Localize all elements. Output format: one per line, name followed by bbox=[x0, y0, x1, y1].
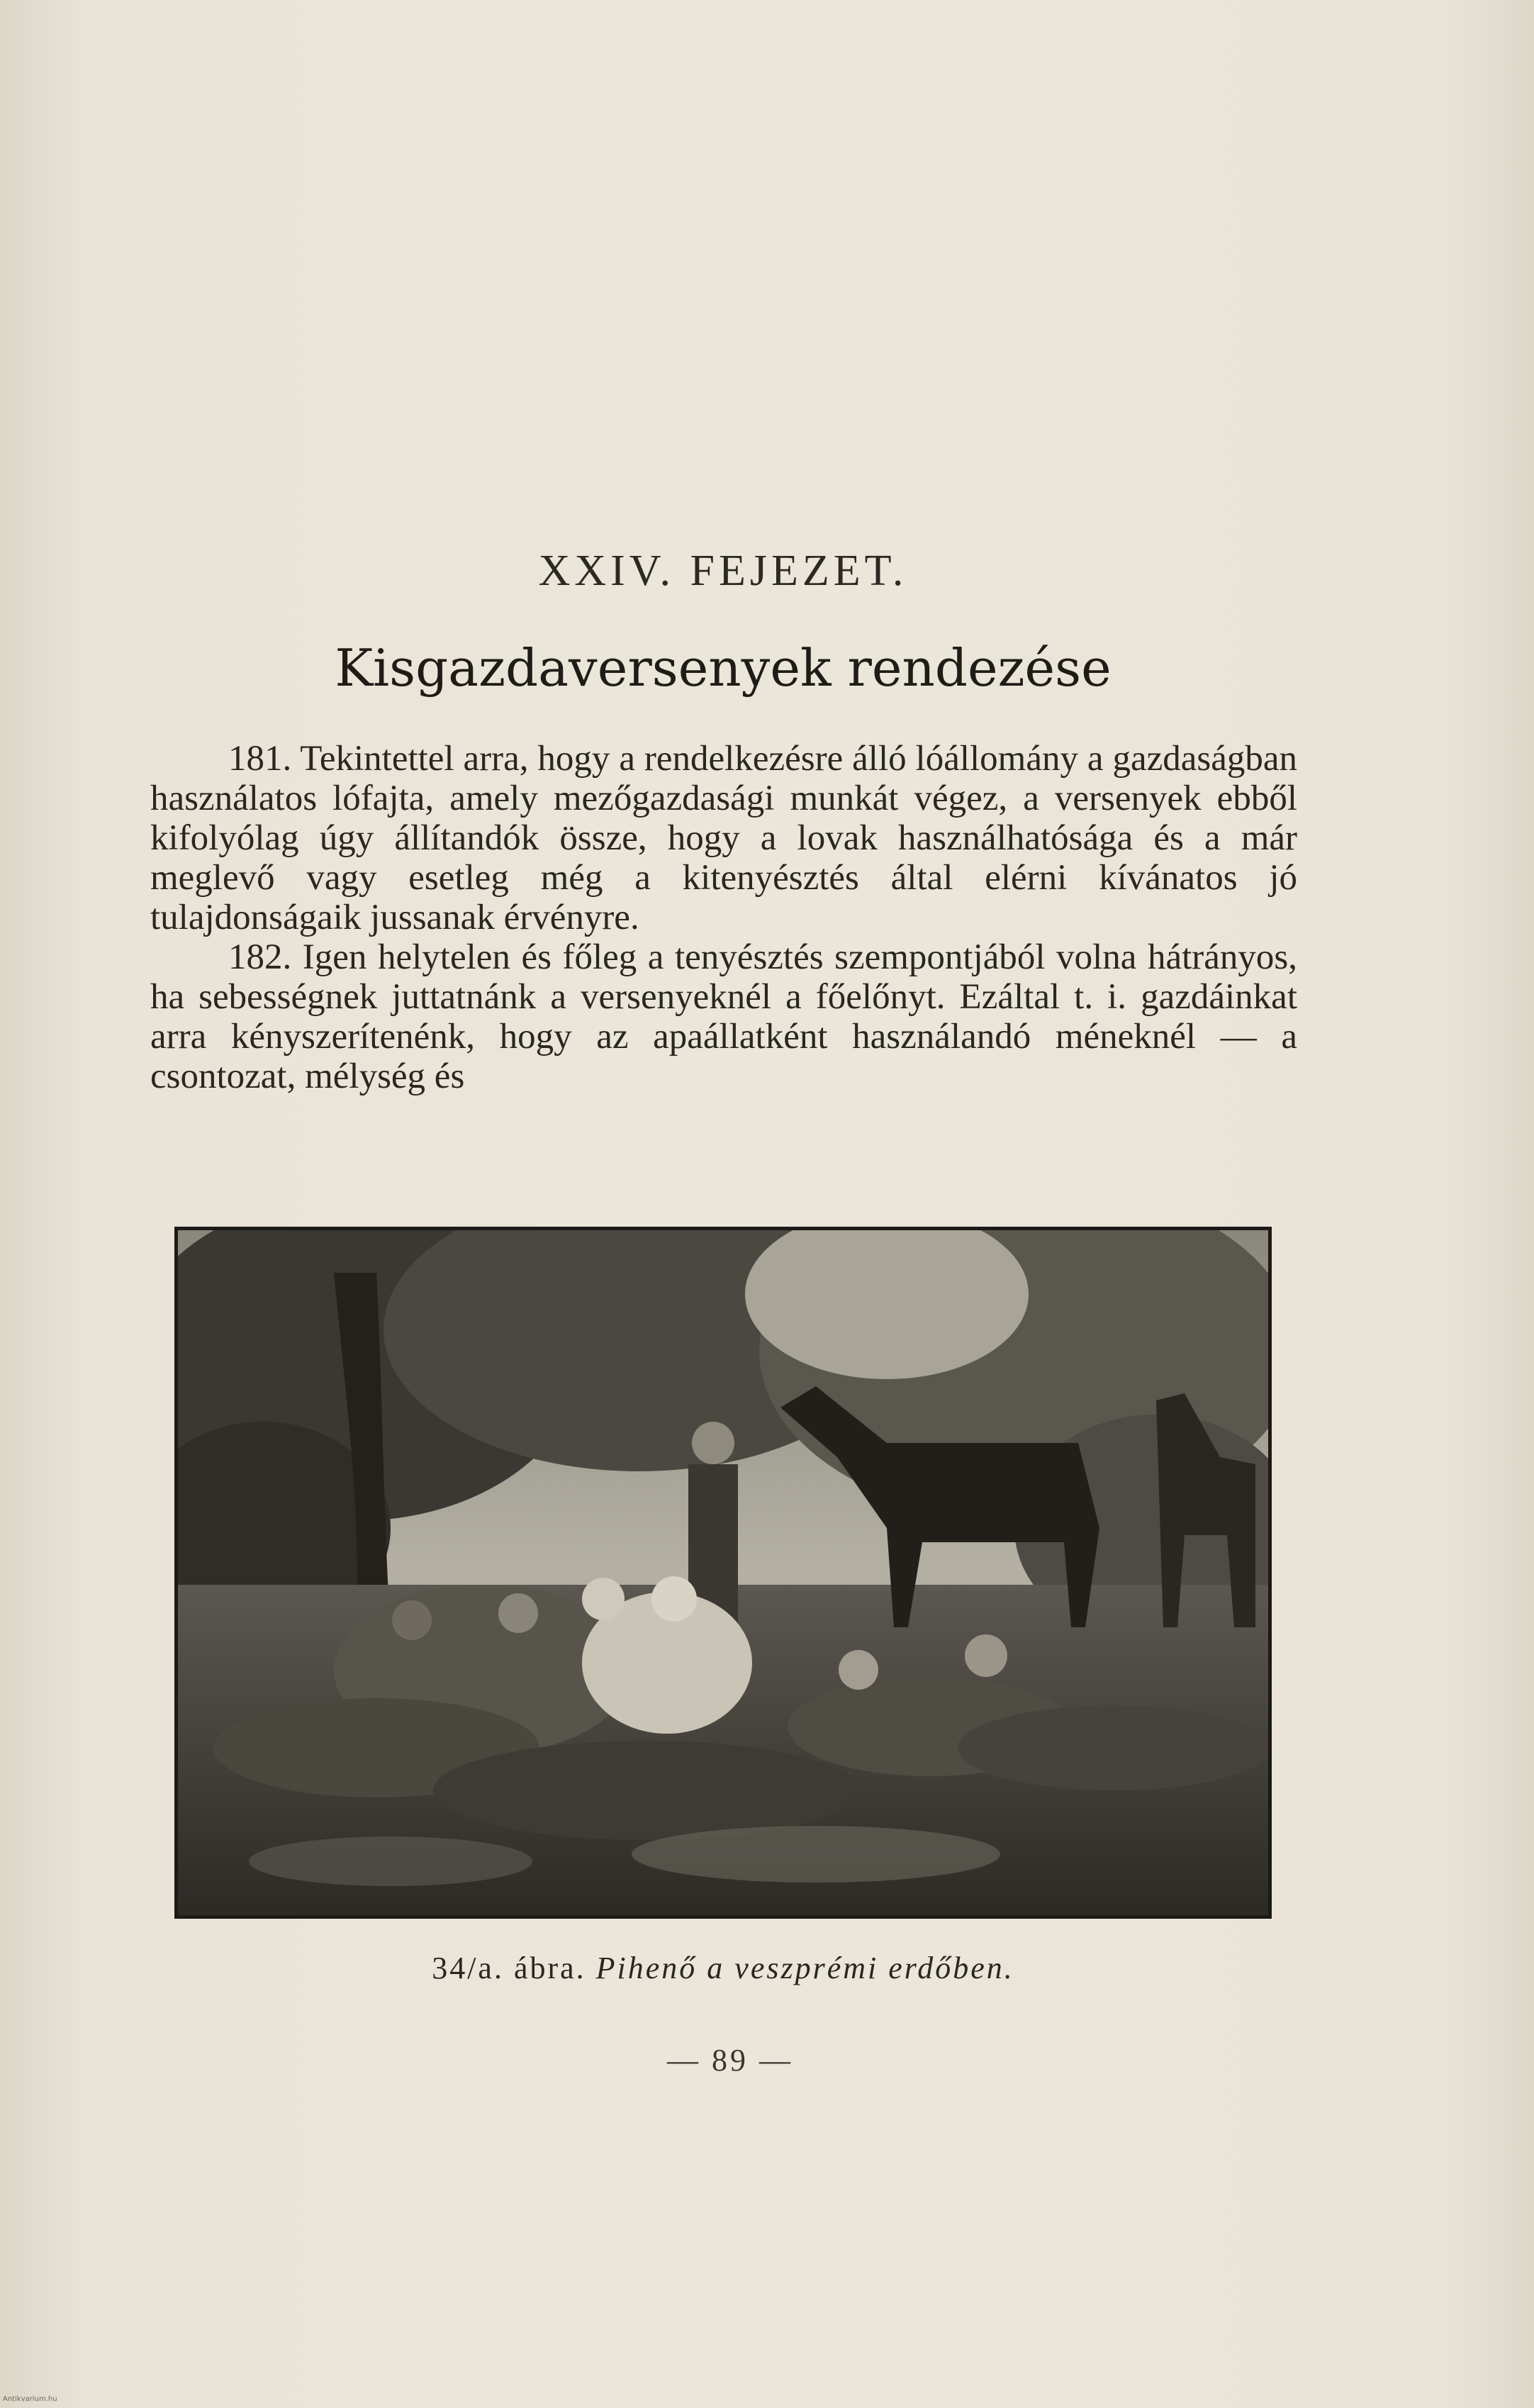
figure-label: 34/a. ábra. bbox=[432, 1951, 586, 1985]
watermark: Antikvarium.hu bbox=[3, 2395, 57, 2403]
figure-photograph bbox=[174, 1227, 1272, 1919]
paragraph-181: 181. Tekintettel arra, hogy a rendelkezésre álló lóállomány a gazdaságban használatos lófajta, amely mezőgazdasági munkát végez, a versenyek ebből kifolyólag úgy állítandók össze, hogy a lovak használhatósága és a már meglevő vagy esetleg még a kitenyésztés által elérni kívánatos jó tulajdonságaik jussanak érvényre. bbox=[150, 739, 1297, 937]
photo-illustration bbox=[178, 1230, 1268, 1915]
page-title: Kisgazdaversenyek rendezése bbox=[335, 638, 1112, 698]
page-number: — 89 — bbox=[667, 2043, 793, 2078]
figure-caption bbox=[0, 1950, 1446, 1986]
body-text bbox=[150, 739, 1297, 1096]
chapter-heading: XXIV. FEJEZET. bbox=[538, 547, 908, 595]
figure-caption-text: Pihenő a veszprémi erdőben. bbox=[595, 1951, 1014, 1985]
paragraph-182: 182. Igen helytelen és főleg a tenyésztés szempontjából volna hátrányos, ha sebességnek juttatnánk a versenyeknél a főelőnyt. Ezáltal t. i. gazdáinkat arra kényszerítenénk, hogy az apaállatként használandó méneknél — a csontozat, mélység és bbox=[150, 937, 1297, 1096]
